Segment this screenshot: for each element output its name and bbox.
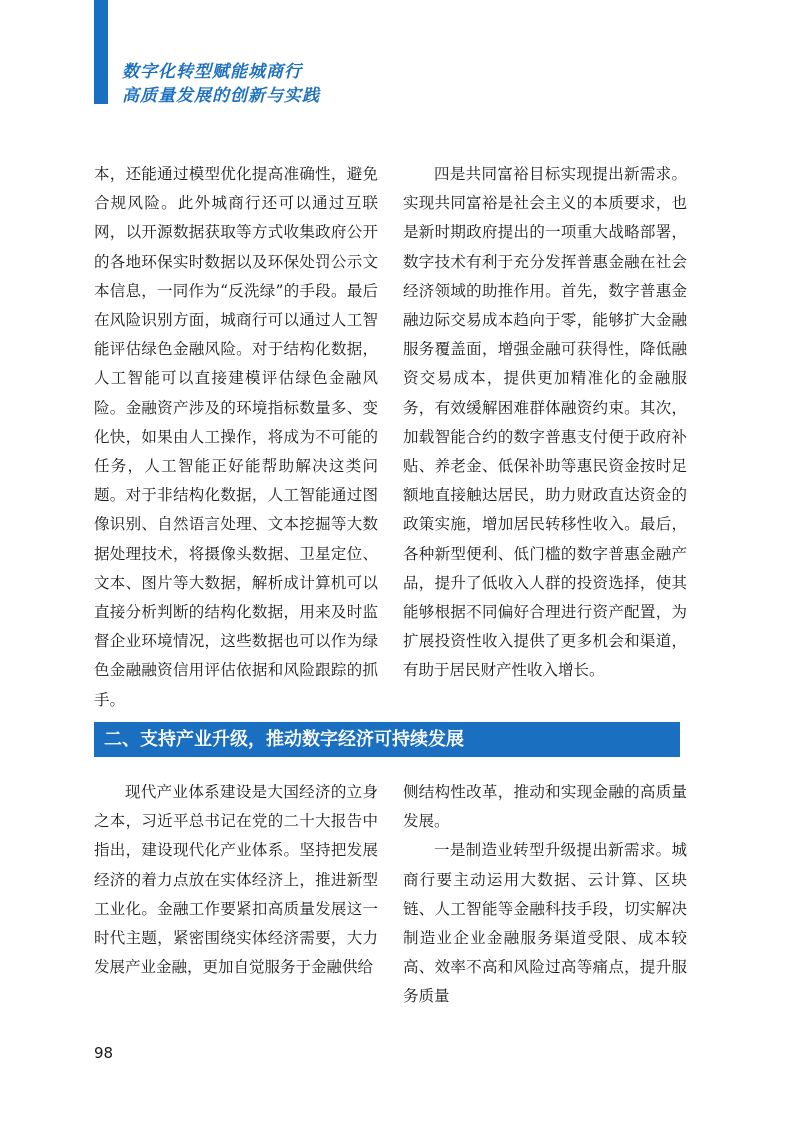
paragraph: 侧结构性改革，推动和实现金融的高质量发展。 [403, 783, 687, 831]
running-header-line-1: 数字化转型赋能城商行 [122, 62, 302, 82]
section-heading-band [94, 722, 680, 757]
column-top-right [403, 160, 687, 686]
paragraph: 四是共同富裕目标实现提出新需求。实现共同富裕是社会主义的本质要求，也是新时期政府提出的一项重大战略部署，数字技术有利于充分发挥普惠金融在社会经济领域的助推作用。首先，数字普惠金融边际交易成本趋向于零，能够扩大金融服务覆盖面，增强金融可获得性，降低融资交易成本，提供更加精准化的金融服务，有效缓解困难群体融资约束。其次，加载智能合约的数字普惠支付便于政府补贴、养老金、低保补助等惠民资金按时足额地直接触达居民，助力财政直达资金的政策实施，增加居民转移性收入。最后，各种新型便利、低门槛的数字普惠金融产品，提升了低收入人群的投资选择，使其能够根据不同偏好合理进行资产配置，为扩展投资性收入提供了更多机会和渠道，有助于居民财产性收入增长。 [403, 165, 687, 680]
page-number: 98 [94, 1044, 114, 1062]
paragraph: 本，还能通过模型优化提高准确性，避免合规风险。此外城商行还可以通过互联网，以开源数据获取等方式收集政府公开的各地环保实时数据以及环保处罚公示文本信息，一同作为“反洗绿”的手段。最后在风险识别方面，城商行可以通过人工智能评估绿色金融风险。对于结构化数据，人工智能可以直接建模评估绿色金融风险。金融资产涉及的环境指标数量多、变化快，如果由人工操作，将成为不可能的任务，人工智能正好能帮助解决这类问题。对于非结构化数据，人工智能通过图像识别、自然语言处理、文本挖掘等大数据处理技术，将摄像头数据、卫星定位、文本、图片等大数据，解析成计算机可以直接分析判断的结构化数据，用来及时监督企业环境情况，这些数据也可以作为绿色金融融资信用评估依据和风险跟踪的抓手。 [94, 165, 378, 709]
column-top-left [94, 160, 378, 715]
section-heading: 二、支持产业升级，推动数字经济可持续发展 [104, 729, 464, 750]
column-bottom-left [94, 778, 378, 982]
running-header-line-2: 高质量发展的创新与实践 [122, 86, 320, 106]
paragraph: 一是制造业转型升级提出新需求。城商行要主动运用大数据、云计算、区块链、人工智能等金融科技手段，切实解决制造业企业金融服务渠道受限、成本较高、效率不高和风险过高等痛点，提升服务质量 [403, 841, 687, 1006]
paragraph: 现代产业体系建设是大国经济的立身之本，习近平总书记在党的二十大报告中指出，建设现代化产业体系。坚持把发展经济的着力点放在实体经济上，推进新型工业化。金融工作要紧扣高质量发展这一时代主题，紧密围绕实体经济需要，大力发展产业金融，更加自觉服务于金融供给 [94, 783, 378, 977]
column-bottom-right [403, 778, 687, 1012]
running-header [122, 60, 320, 108]
header-accent-bar [94, 0, 108, 104]
